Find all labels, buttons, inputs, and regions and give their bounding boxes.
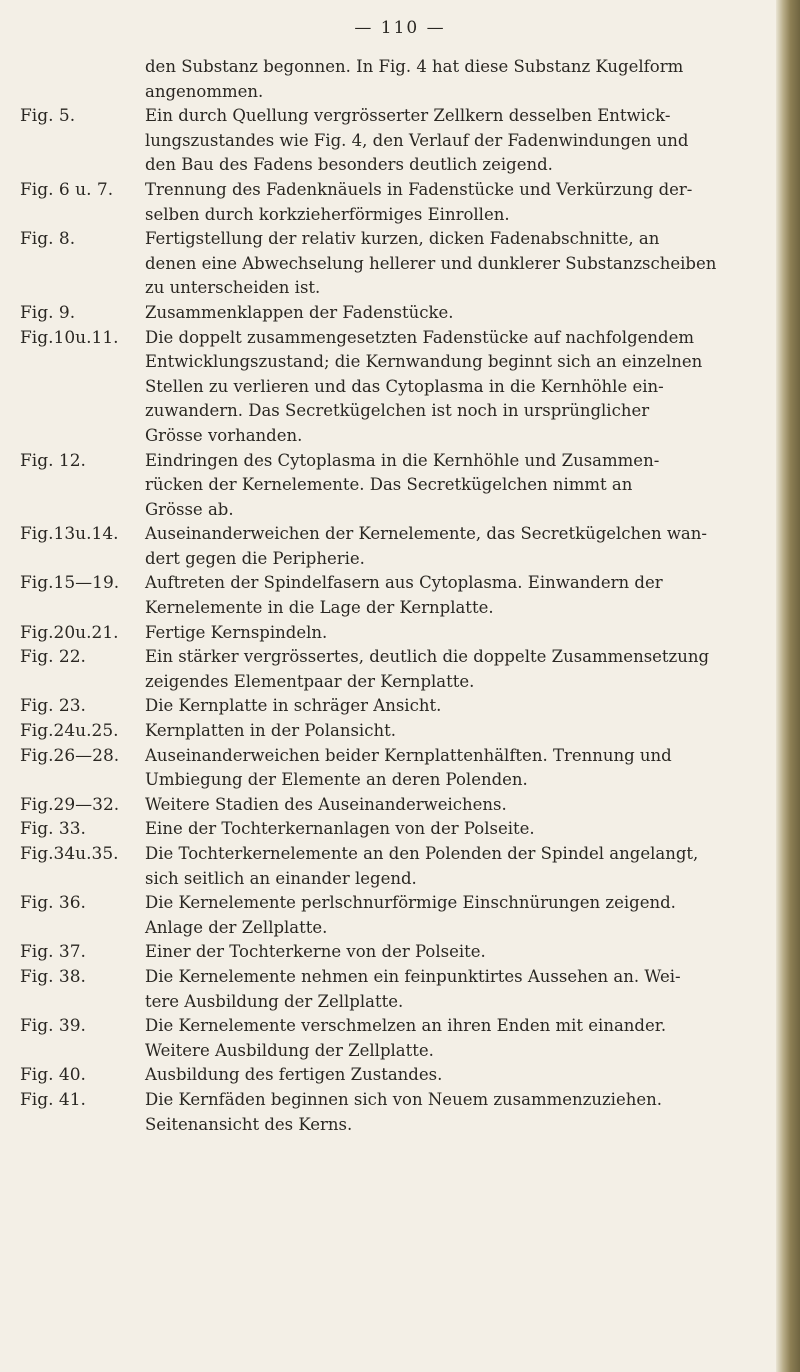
figure-caption [0,522,800,571]
figure-description [145,719,725,744]
figure-caption [0,940,800,965]
figure-label: Fig. 12. [20,450,86,471]
text-line: Ausbildung des fertigen Zustandes. [145,1065,443,1085]
figure-description [145,817,725,842]
text-line: Fertige Kernspindeln. [145,622,328,642]
text-line: Auftreten der Spindelfasern aus Cytoplasma. Einwandern der [145,573,663,593]
figure-label: Fig. 41. [20,1089,86,1110]
figure-label: Fig. 33. [20,819,86,840]
figure-description [145,522,725,571]
figure-caption [0,621,800,646]
figure-description [145,1063,725,1088]
figure-description [145,1088,725,1137]
figure-description [145,621,725,646]
figure-label: Fig.29—32. [20,794,120,815]
figure-caption [0,965,800,1014]
figure-label: Fig.20u.21. [20,622,119,643]
figure-caption [0,1063,800,1088]
figure-description [145,793,725,818]
figure-caption [0,793,800,818]
figure-label: Fig. 8. [20,229,76,250]
figure-caption [0,645,800,694]
text-line: sich seitlich an einander legend. [145,868,417,888]
figure-label: Fig. 9. [20,302,76,323]
text-line: Die Kernplatte in schräger Ansicht. [145,696,442,716]
figure-caption [0,104,800,178]
text-line: Die Kernfäden beginnen sich von Neuem zusammenzuziehen. [145,1089,662,1109]
text-line: Zusammenklappen der Fadenstücke. [145,302,454,322]
figure-description [145,940,725,965]
text-line: angenommen. [145,81,264,101]
figure-label: Fig.24u.25. [20,721,119,742]
text-line: Die Kernelemente perlschnurförmige Einschnürungen zeigend. [145,893,676,913]
figure-description [145,227,725,301]
text-line: lungszustandes wie Fig. 4, den Verlauf der Fadenwindungen und [145,130,689,150]
figure-caption [0,817,800,842]
figure-caption [0,571,800,620]
text-line: Entwicklungszustand; die Kernwandung beginnt sich an einzelnen [145,352,703,372]
figure-label: Fig. 36. [20,893,86,914]
text-line: Anlage der Zellplatte. [145,917,328,937]
figure-label: Fig. 38. [20,966,86,987]
figure-caption [0,301,800,326]
figure-description [145,104,725,178]
figure-description [145,891,725,940]
figure-description [145,1014,725,1063]
figure-label: Fig. 39. [20,1016,86,1037]
figure-description [145,694,725,719]
figure-description [145,571,725,620]
figure-description [145,744,725,793]
figure-caption [0,326,800,449]
text-line: dert gegen die Peripherie. [145,548,365,568]
text-line: Umbiegung der Elemente an deren Polenden. [145,770,528,790]
figure-caption [0,842,800,891]
text-line: selben durch korkzieherförmiges Einrollen. [145,204,510,224]
figure-label: Fig. 23. [20,696,86,717]
figure-caption [0,891,800,940]
page-number: — 110 — [354,18,446,38]
figure-description [145,842,725,891]
figure-description [145,178,725,227]
text-line: Seitenansicht des Kerns. [145,1114,353,1134]
figure-label: Fig. 5. [20,106,76,127]
figure-caption [0,694,800,719]
figure-caption [0,449,800,523]
figure-label: Fig.26—28. [20,745,120,766]
figure-label: Fig.15—19. [20,573,120,594]
text-line: Stellen zu verlieren und das Cytoplasma in die Kernhöhle ein- [145,376,664,396]
figure-label: Fig. 22. [20,647,86,668]
figure-label: Fig.34u.35. [20,844,119,864]
figure-caption [0,1088,800,1137]
text-line: Die Kernelemente verschmelzen an ihren Enden mit einander. [145,1016,667,1036]
text-line: Grösse vorhanden. [145,425,303,445]
text-line: den Substanz begonnen. In Fig. 4 hat diese Substanz Kugelform [145,57,684,76]
figure-caption [0,178,800,227]
text-line: Fertigstellung der relativ kurzen, dicken Fadenabschnitte, an [145,229,660,249]
text-line: Ein stärker vergrössertes, deutlich die doppelte Zusammensetzung [145,647,710,667]
text-line: Kernplatten in der Polansicht. [145,721,396,741]
figure-description [145,965,725,1014]
text-line: Grösse ab. [145,499,234,519]
text-line: den Bau des Fadens besonders deutlich zeigend. [145,155,553,175]
figure-caption-list [0,55,800,1137]
text-line: Weitere Ausbildung der Zellplatte. [145,1040,434,1060]
figure-description [145,55,725,104]
text-line: Die Kernelemente nehmen ein feinpunktirtes Aussehen an. Wei- [145,966,681,986]
text-line: denen eine Abwechselung hellerer und dunklerer Substanzscheiben [145,253,717,273]
text-line: zeigendes Elementpaar der Kernplatte. [145,671,475,691]
figure-label: Fig. 40. [20,1065,86,1086]
text-line: Auseinanderweichen der Kernelemente, das Secretkügelchen wan- [145,524,707,544]
figure-label: Fig.13u.14. [20,524,119,545]
text-line: Eindringen des Cytoplasma in die Kernhöhle und Zusammen- [145,450,660,470]
figure-description [145,301,725,326]
text-line: Die doppelt zusammengesetzten Fadenstücke auf nachfolgendem [145,327,694,347]
text-line: zu unterscheiden ist. [145,278,321,298]
text-line: tere Ausbildung der Zellplatte. [145,991,404,1011]
text-line: Ein durch Quellung vergrösserter Zellkern desselben Entwick- [145,106,671,126]
figure-caption [0,744,800,793]
figure-caption [0,1014,800,1063]
text-line: rücken der Kernelemente. Das Secretkügelchen nimmt an [145,475,633,495]
figure-description [145,645,725,694]
text-line: Kernelemente in die Lage der Kernplatte. [145,598,494,618]
figure-caption [0,227,800,301]
figure-label: Fig.10u.11. [20,327,119,348]
figure-description [145,326,725,449]
text-line: Die Tochterkernelemente an den Polenden der Spindel angelangt, [145,844,699,863]
text-line: Einer der Tochterkerne von der Polseite. [145,942,486,962]
text-line: Auseinanderweichen beider Kernplattenhälften. Trennung und [145,745,672,765]
figure-description [145,449,725,523]
figure-caption [0,55,800,104]
figure-label: Fig. 37. [20,942,86,963]
text-line: zuwandern. Das Secretkügelchen ist noch in ursprünglicher [145,401,650,421]
figure-label: Fig. 6 u. 7. [20,179,114,200]
text-line: Eine der Tochterkernanlagen von der Polseite. [145,819,535,839]
figure-caption [0,719,800,744]
text-line: Trennung des Fadenknäuels in Fadenstücke und Verkürzung der- [145,179,693,199]
text-line: Weitere Stadien des Auseinanderweichens. [145,794,507,814]
